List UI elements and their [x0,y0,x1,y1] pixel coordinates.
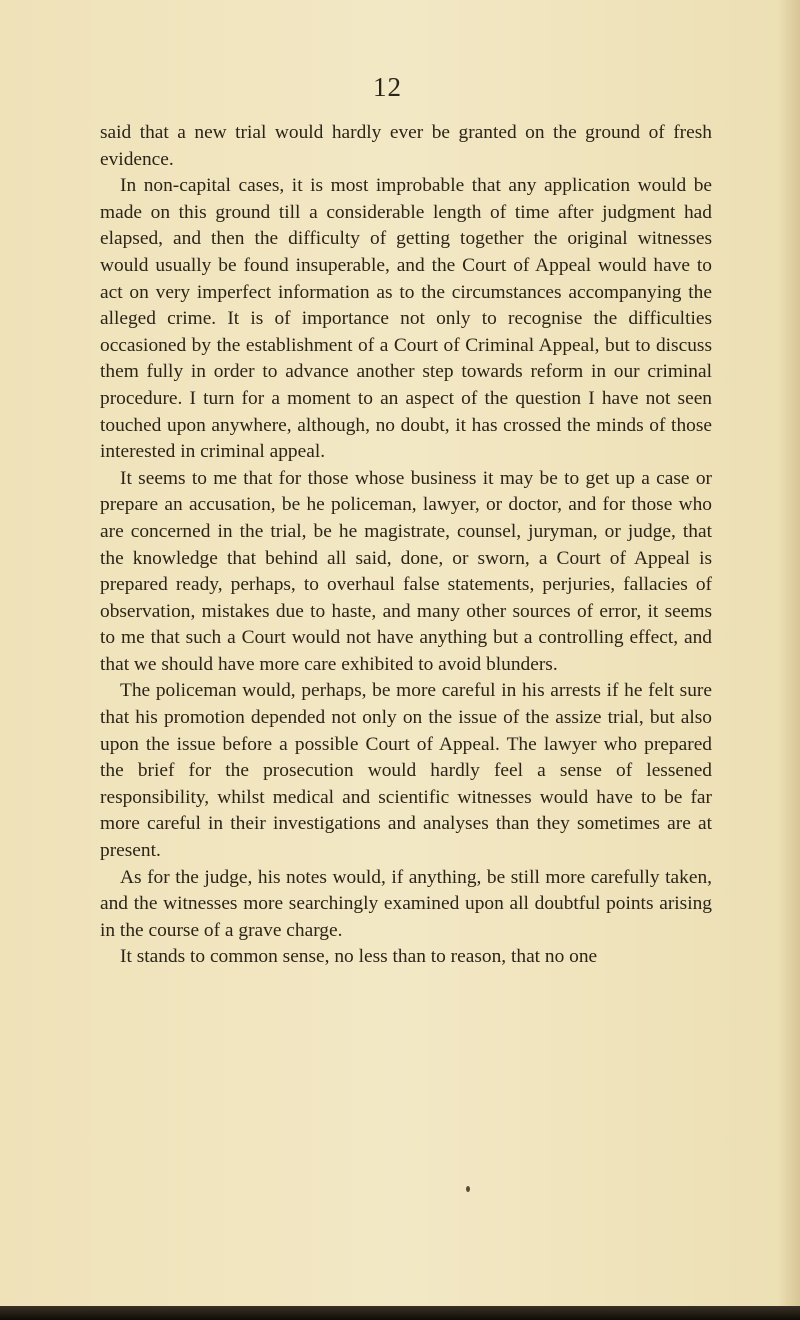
paragraph-4: The policeman would, perhaps, be more careful in his arrests if he felt sure that his promotion depended not only on the issue of the assize trial, but also upon the issue before a possible Court of Appeal. The lawyer who prepared the brief for the prosecution would hardly feel a sense of lessened responsibility, whilst medical and scientific witnesses would have to be far more careful in their investigations and analyses than they sometimes are at present. [100,680,712,862]
paragraph-6: It stands to common sense, no less than to reason, that no one [120,946,598,968]
paragraph-1: said that a new trial would hardly ever be granted on the ground of fresh evidence. [100,122,712,170]
paragraph-3: It seems to me that for those whose business it may be to get up a case or prepare an accusation, be he policeman, lawyer, or doctor, and for those who are concerned in the trial, be he magistrate, counsel, juryman, or judge, that the knowledge that behind all said, done, or sworn, a Court of Appeal is prepared ready, perhaps, to overhaul false statements, perjuries, fallacies of observation, mistakes due to haste, and many other sources of error, it seems to me that such a Court would not have anything but a controlling effect, and that we should have more care exhibited to avoid blunders. [100,467,712,675]
paper-speck [466,1186,470,1192]
paragraph-2: In non-capital cases, it is most improbable that any application would be made on this ground till a considerable length of time after judgment had elapsed, and then the difficulty of getting together the original witnesses would usually be found insuperable, and the Court of Appeal would have to act on very imperfect information as to the circumstances accompanying the alleged crime. It is of importance not only to recognise the difficulties occasioned by the establishment of a Court of Criminal Appeal, but to discuss them fully in order to advance another step towards reform in our criminal procedure. I turn for a moment to an aspect of the question I have not seen touched upon anywhere, although, no doubt, it has crossed the minds of those interested in criminal appeal. [100,175,712,463]
page-number-text: 12 [373,72,402,102]
page-edge-shadow [778,0,800,1320]
paragraph-5: As for the judge, his notes would, if anything, be still more carefully taken, and the witnesses more searchingly examined upon all doubtful points arising in the course of a grave charge. [100,866,712,941]
scan-bottom-edge [0,1306,800,1320]
page-number [0,72,790,103]
body-text [100,120,712,971]
